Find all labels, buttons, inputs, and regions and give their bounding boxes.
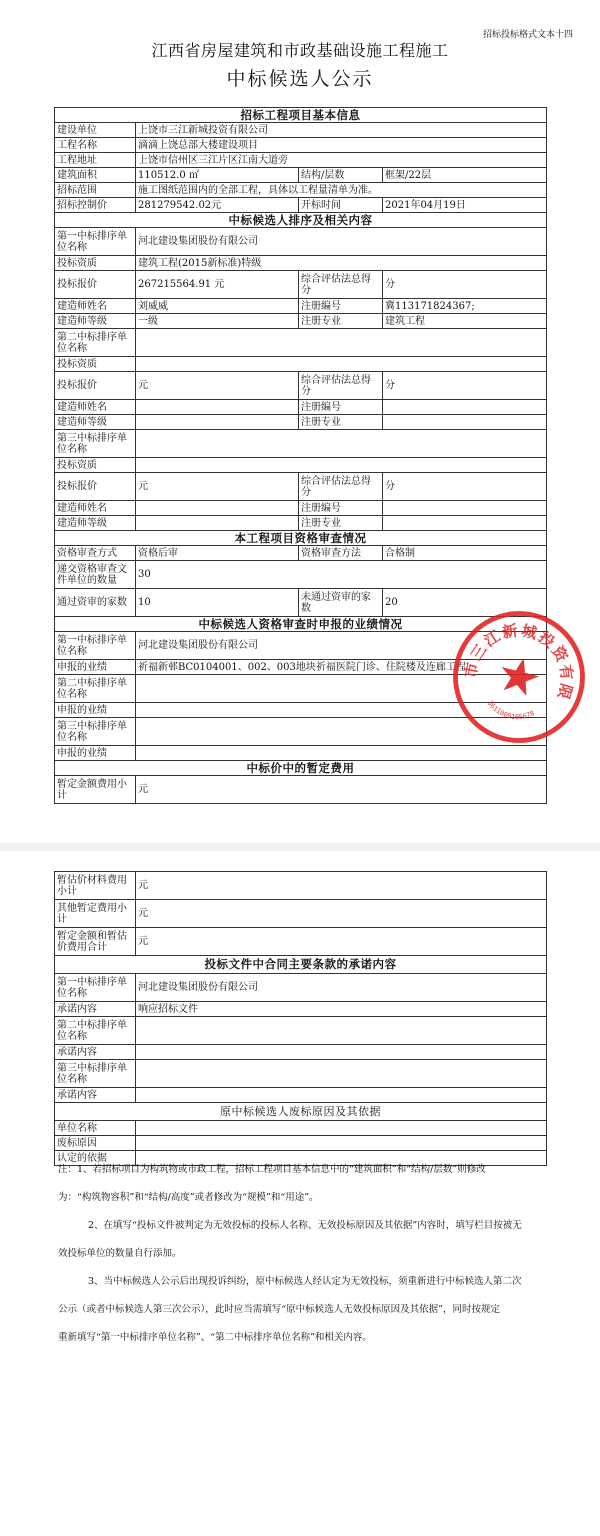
label-opening-time: 开标时间 — [299, 198, 383, 213]
announcement-table-continued — [54, 871, 547, 1166]
format-label: 招标投标格式文本十四 — [482, 30, 573, 40]
second-engineer-level — [136, 415, 299, 430]
second-engineer-name — [136, 400, 299, 415]
label-bid-price: 投标报价 — [55, 473, 136, 501]
first-candidate-score: 分 — [383, 271, 547, 299]
note-3a: 3、当中标候选人公示后出现投诉纠纷，原中标候选人经认定为无效投标，须重新进行中标候选人第二次 — [88, 1276, 522, 1287]
second-registration-no — [383, 400, 547, 415]
label-provisional-total: 暂定金额和暂估价费用合计 — [55, 928, 136, 956]
label-review-method: 资格审查方法 — [299, 546, 383, 561]
label-total-score: 综合评估法总得分 — [299, 372, 383, 400]
label-unit-name: 单位名称 — [55, 1121, 136, 1136]
label-engineer-level: 建造师等级 — [55, 314, 136, 329]
abandon-unit — [136, 1121, 547, 1136]
label-failed-count: 未通过资审的家数 — [299, 589, 383, 617]
section-ranking: 中标候选人排序及相关内容 — [55, 213, 547, 228]
first-candidate-name: 河北建设集团股份有限公司 — [136, 228, 547, 256]
performance-third-project — [136, 746, 547, 761]
label-reported-performance: 申报的业绩 — [55, 746, 136, 761]
label-engineer-level: 建造师等级 — [55, 415, 136, 430]
label-commitment-content: 承诺内容 — [55, 1002, 136, 1017]
label-engineer-name: 建造师姓名 — [55, 299, 136, 314]
svg-text:3611000105678 — [483, 698, 537, 726]
label-registration-no: 注册编号 — [299, 400, 383, 415]
third-candidate-score: 分 — [383, 473, 547, 501]
label-second-candidate: 第二中标排序单位名称 — [55, 1017, 136, 1045]
note-2b: 效投标单位的数量自行添加。 — [58, 1248, 182, 1259]
label-registration-no: 注册编号 — [299, 299, 383, 314]
second-registered-major — [383, 415, 547, 430]
commitment-second-name — [136, 1017, 547, 1045]
note-2a: 2、在填写“投标文件被判定为无效投标的投标人名称、无效投标原因及其依据”内容时，填写栏目按被无 — [88, 1220, 522, 1231]
official-seal-icon — [450, 608, 588, 746]
label-passed-count: 通过资审的家数 — [55, 589, 136, 617]
other-provisional: 元 — [136, 900, 547, 928]
opening-time: 2021年04月19日 — [383, 198, 547, 213]
label-registered-major: 注册专业 — [299, 516, 383, 531]
label-other-provisional: 其他暂定费用小计 — [55, 900, 136, 928]
label-engineer-name: 建造师姓名 — [55, 400, 136, 415]
performance-first-project: 祈福新邨BC0104001、002、003地块祈福医院门诊、住院楼及连廊工程 — [136, 660, 547, 675]
commitment-first-name: 河北建设集团股份有限公司 — [136, 974, 547, 1002]
label-construction-unit: 建设单位 — [55, 123, 136, 138]
second-candidate-qualification — [136, 357, 547, 372]
third-engineer-level — [136, 516, 299, 531]
label-abandon-basis: 认定的依据 — [55, 1151, 136, 1166]
label-total-score: 综合评估法总得分 — [299, 473, 383, 501]
label-engineer-level: 建造师等级 — [55, 516, 136, 531]
section-basic-info: 招标工程项目基本信息 — [55, 108, 547, 123]
note-3b: 公示（或者中标候选人第三次公示），此时应当需填写“原中标候选人无效投标原因及其依据”，同时按规定 — [58, 1304, 500, 1315]
structure-floors: 框架/22层 — [383, 168, 547, 183]
label-second-candidate: 第二中标排序单位名称 — [55, 675, 136, 703]
floor-area: 110512.0 ㎡ — [136, 168, 299, 183]
commitment-third-name — [136, 1060, 547, 1088]
note-3c: 重新填写“第一中标排序单位名称”、“第二中标排序单位名称”和相关内容。 — [58, 1332, 372, 1343]
label-project-address: 工程地址 — [55, 153, 136, 168]
third-registration-no — [383, 501, 547, 516]
label-provisional-sum: 暂定金额费用小计 — [55, 776, 136, 804]
third-candidate-qualification — [136, 458, 547, 473]
label-structure: 结构/层数 — [299, 168, 383, 183]
label-qualification: 投标资质 — [55, 357, 136, 372]
first-candidate-qualification: 建筑工程(2015新标准)特级 — [136, 256, 547, 271]
label-abandon-reason: 废标原因 — [55, 1136, 136, 1151]
material-estimate: 元 — [136, 872, 547, 900]
label-project-name: 工程名称 — [55, 138, 136, 153]
review-mode: 资格后审 — [136, 546, 299, 561]
first-candidate-bid: 267215564.91 元 — [136, 271, 299, 299]
label-material-estimate: 暂估价材料费用小计 — [55, 872, 136, 900]
label-qualification: 投标资质 — [55, 458, 136, 473]
section-qualification-review: 本工程项目资格审查情况 — [55, 531, 547, 546]
doc-subtitle: 中标候选人公示 — [226, 68, 374, 90]
performance-first-name: 河北建设集团股份有限公司 — [136, 632, 547, 660]
project-name: 滴滴上饶总部大楼建设项目 — [136, 138, 547, 153]
first-registration-no: 冀113171824367; — [383, 299, 547, 314]
review-method: 合格制 — [383, 546, 547, 561]
provisional-total: 元 — [136, 928, 547, 956]
provisional-sum: 元 — [136, 776, 547, 804]
label-bid-scope: 招标范围 — [55, 183, 136, 198]
label-engineer-name: 建造师姓名 — [55, 501, 136, 516]
label-commitment-content: 承诺内容 — [55, 1088, 136, 1103]
label-reported-performance: 申报的业绩 — [55, 703, 136, 718]
label-qualification: 投标资质 — [55, 256, 136, 271]
section-provisional-costs: 中标价中的暂定费用 — [55, 761, 547, 776]
third-registered-major — [383, 516, 547, 531]
label-third-candidate: 第三中标排序单位名称 — [55, 430, 136, 458]
section-performance: 中标候选人资格审查时申报的业绩情况 — [55, 617, 547, 632]
doc-title: 江西省房屋建筑和市政基础设施工程施工 — [151, 41, 449, 60]
construction-unit: 上饶市三江新城投资有限公司 — [136, 123, 547, 138]
label-bid-price: 投标报价 — [55, 372, 136, 400]
label-first-candidate: 第一中标排序单位名称 — [55, 632, 136, 660]
first-engineer-name: 刘威威 — [136, 299, 299, 314]
first-registered-major: 建筑工程 — [383, 314, 547, 329]
label-registered-major: 注册专业 — [299, 415, 383, 430]
label-registered-major: 注册专业 — [299, 314, 383, 329]
section-commitment: 投标文件中合同主要条款的承诺内容 — [55, 956, 547, 974]
commitment-second-content — [136, 1045, 547, 1060]
label-registration-no: 注册编号 — [299, 501, 383, 516]
svg-text:上饶市三江新城投资有限公司 — [450, 608, 588, 703]
commitment-third-content — [136, 1088, 547, 1103]
failed-count: 20 — [383, 589, 547, 617]
label-floor-area: 建筑面积 — [55, 168, 136, 183]
submitted-count: 30 — [136, 561, 547, 589]
label-total-score: 综合评估法总得分 — [299, 271, 383, 299]
third-engineer-name — [136, 501, 299, 516]
second-candidate-name — [136, 329, 547, 357]
label-reported-performance: 申报的业绩 — [55, 660, 136, 675]
section-abandon: 原中标候选人废标原因及其依据 — [55, 1103, 547, 1121]
label-bid-price: 投标报价 — [55, 271, 136, 299]
label-review-mode: 资格审查方式 — [55, 546, 136, 561]
label-commitment-content: 承诺内容 — [55, 1045, 136, 1060]
label-second-candidate: 第二中标排序单位名称 — [55, 329, 136, 357]
label-third-candidate: 第三中标排序单位名称 — [55, 1060, 136, 1088]
seal-number: 3611000105678 — [485, 699, 536, 722]
project-address: 上饶市信州区三江片区江南大道旁 — [136, 153, 547, 168]
label-control-price: 招标控制价 — [55, 198, 136, 213]
label-first-candidate: 第一中标排序单位名称 — [55, 974, 136, 1002]
abandon-reason — [136, 1136, 547, 1151]
label-first-candidate: 第一中标排序单位名称 — [55, 228, 136, 256]
note-1b: 为：“构筑物容积”和“结构/高度”或者修改为“规模”和“用途”。 — [58, 1192, 319, 1203]
second-candidate-bid: 元 — [136, 372, 299, 400]
page-2 — [0, 851, 600, 1536]
third-candidate-name — [136, 430, 547, 458]
third-candidate-bid: 元 — [136, 473, 299, 501]
bid-scope: 施工图纸范围内的全部工程，具体以工程量清单为准。 — [136, 183, 547, 198]
note-1a: 注：1、若招标项目为构筑物或市政工程，招标工程项目基本信息中的“建筑面积”和“结构/层数”则修改 — [58, 1164, 486, 1175]
notes — [58, 1156, 558, 1352]
first-engineer-level: 一级 — [136, 314, 299, 329]
label-third-candidate: 第三中标排序单位名称 — [55, 718, 136, 746]
label-submitted-count: 递交资格审查文件单位的数量 — [55, 561, 136, 589]
passed-count: 10 — [136, 589, 299, 617]
seal-text: 上饶市三江新城投资有限公司 — [461, 621, 576, 704]
second-candidate-score: 分 — [383, 372, 547, 400]
control-price: 281279542.02元 — [136, 198, 299, 213]
commitment-first-content: 响应招标文件 — [136, 1002, 547, 1017]
